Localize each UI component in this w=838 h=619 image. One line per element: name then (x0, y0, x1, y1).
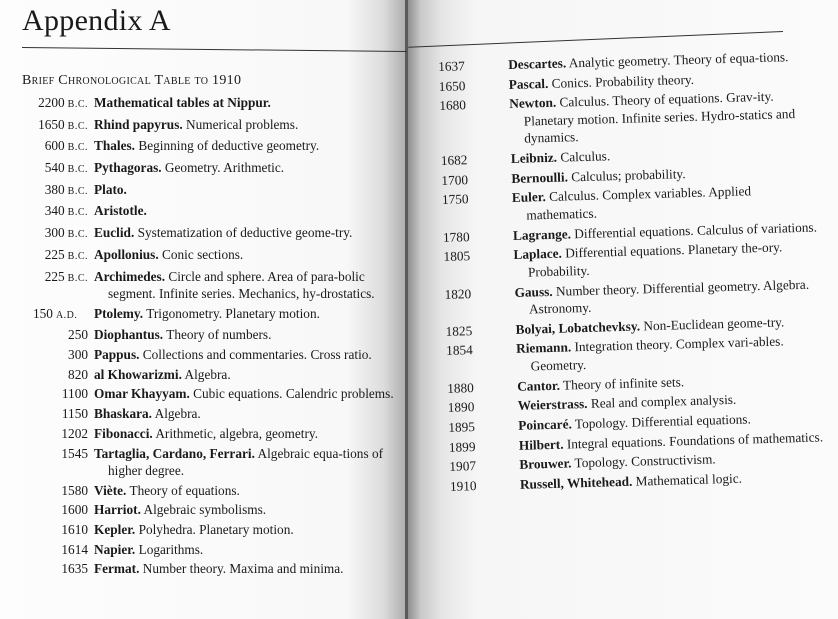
entry-date: 150 A.D. (33, 305, 78, 321)
entry-name: Hilbert. (518, 436, 564, 453)
entry-description (94, 246, 400, 264)
entry-description (94, 137, 400, 155)
list-item (0, 137, 400, 157)
entry-text: Topology. Constructivism. (571, 451, 716, 471)
entry-description (94, 560, 400, 578)
entry-date: 225 B.C. (44, 246, 88, 262)
entry-text: Geometry. Arithmetic. (161, 160, 285, 176)
entry-description (94, 501, 400, 519)
entry-era: B.C. (67, 164, 88, 176)
entry-date: 1820 (444, 285, 472, 302)
book-spine (405, 0, 408, 619)
entry-body (509, 87, 820, 148)
entry-name: Cantor. (516, 377, 561, 394)
entry-date: 1650 B.C. (38, 116, 88, 132)
entry-date: 1899 (448, 438, 476, 455)
entry-date: 1895 (448, 419, 476, 435)
entry-description (94, 385, 400, 403)
entry-text: Real and complex analysis. (587, 392, 737, 412)
list-item (0, 326, 400, 344)
entry-era: B.C. (67, 99, 88, 110)
entry-name: Thales. (94, 138, 136, 154)
entry-description (516, 332, 827, 376)
entry-text: Collections and commentaries. Cross ratio. (139, 347, 372, 363)
chronology-list-left (0, 94, 400, 580)
entry-name: Russell, Whitehead. (519, 473, 633, 492)
entry-body (512, 181, 823, 225)
list-item (0, 445, 400, 480)
entry-body (91, 202, 400, 222)
entry-description (512, 181, 823, 225)
entry-text: Theory of infinite sets. (559, 373, 685, 393)
entry-name: Diophantus. (94, 327, 164, 343)
entry-text: Differential equations. Calculus of variations. (570, 219, 818, 241)
list-item (0, 94, 400, 114)
entry-body (91, 346, 400, 364)
entry-name: Napier. (94, 541, 136, 557)
entry-name: Kepler. (94, 522, 136, 538)
entry-text: Numerical problems. (182, 116, 299, 132)
entry-name: Bernoulli. (511, 169, 569, 186)
list-item (0, 366, 400, 384)
list-item (0, 501, 400, 519)
list-item (0, 521, 400, 539)
entry-date: 1637 (438, 58, 466, 74)
entry-date: 380 B.C. (44, 181, 88, 197)
entry-date: 820 (68, 366, 88, 382)
entry-date: 1854 (445, 342, 473, 359)
entry-body (91, 541, 400, 559)
entry-text: Calculus. Complex variables. Applied mathematics. (526, 183, 752, 223)
entry-text: Analytic geometry. Theory of equa-tions. (565, 49, 789, 71)
entry-date: 1635 (61, 561, 88, 577)
entry-date: 1825 (445, 322, 473, 339)
entry-era: B.C. (67, 229, 88, 241)
entry-name: Descartes. (508, 55, 567, 73)
entry-text: Cubic equations. Calendric problems. (189, 386, 394, 402)
entry-name: Newton. (509, 95, 557, 112)
entry-name: Pappus. (94, 347, 140, 363)
entry-name: Laplace. (513, 245, 563, 263)
entry-description (94, 181, 400, 199)
entry-text: Theory of numbers. (163, 327, 272, 343)
entry-description (94, 445, 400, 480)
entry-name: Pascal. (508, 75, 549, 92)
entry-body (91, 268, 400, 303)
entry-body (91, 385, 400, 403)
entry-name: Gauss. (514, 283, 553, 300)
entry-era: B.C. (67, 272, 88, 284)
entry-description (509, 87, 820, 148)
entry-description (94, 94, 400, 112)
list-item (0, 268, 400, 303)
entry-date: 1700 (441, 171, 469, 188)
entry-name: Aristotle. (94, 203, 147, 219)
entry-name: Riemann. (515, 339, 572, 357)
entry-text: Systematization of deductive geome-try. (134, 225, 353, 241)
entry-text: Beginning of deductive geometry. (135, 138, 320, 154)
list-item (0, 482, 400, 500)
entry-name: Euclid. (94, 225, 135, 241)
entry-era: B.C. (67, 120, 88, 132)
entry-text: Algebra. (181, 366, 231, 382)
list-item (0, 425, 400, 443)
entry-date: 340 B.C. (44, 203, 88, 219)
entry-date: 1600 (61, 502, 88, 518)
entry-body (91, 405, 400, 423)
entry-date: 1610 (61, 522, 88, 538)
entry-text: Conics. Probability theory. (548, 71, 695, 91)
entry-era: B.C. (67, 142, 88, 154)
entry-date: 300 B.C. (44, 225, 88, 241)
entry-body (513, 238, 824, 282)
list-item (0, 116, 400, 136)
entry-description (514, 275, 825, 319)
list-item (0, 159, 400, 179)
entry-description (94, 202, 400, 220)
entry-body (91, 181, 400, 201)
entry-text: Polyhedra. Planetary motion. (135, 522, 294, 538)
list-item (0, 541, 400, 559)
entry-name: Apollonius. (94, 246, 159, 262)
entry-text: Calculus; probability. (567, 165, 686, 185)
entry-date: 1682 (440, 152, 468, 169)
entry-date: 1100 (61, 386, 88, 402)
list-item (0, 305, 400, 325)
entry-text: Circle and sphere. Area of para-bolic segment. Infinite series. Mechanics, hy-drostatics. (108, 268, 375, 301)
entry-date: 1580 (61, 482, 88, 498)
entry-body (91, 116, 400, 136)
entry-name: Harriot. (94, 502, 141, 518)
entry-body (91, 366, 400, 384)
entry-era: B.C. (67, 207, 88, 219)
entry-body (91, 425, 400, 443)
entry-description (94, 366, 400, 384)
entry-text: Logarithms. (135, 541, 204, 557)
list-item (0, 405, 400, 423)
entry-date: 2200 B.C. (38, 95, 88, 110)
entry-body (91, 137, 400, 157)
entry-date: 1614 (61, 541, 88, 557)
entry-body (91, 159, 400, 179)
entry-name: Tartaglia, Cardano, Ferrari. (94, 445, 255, 461)
entry-text: Calculus. (556, 148, 611, 165)
entry-text: Conic sections. (158, 246, 244, 262)
entry-body (91, 445, 400, 480)
entry-date: 1805 (443, 248, 471, 265)
entry-date: 1650 (438, 77, 466, 94)
entry-description (94, 482, 400, 500)
list-item (439, 87, 820, 150)
entry-date: 1780 (442, 228, 470, 245)
entry-date: 1150 (61, 406, 88, 422)
entry-body (91, 560, 400, 578)
entry-description (94, 521, 400, 539)
entry-body (516, 332, 827, 376)
entry-date: 1680 (439, 97, 467, 114)
entry-name: Weierstrass. (517, 396, 588, 414)
entry-body (514, 275, 825, 319)
entry-text: Theory of equations. (126, 482, 240, 498)
list-item (0, 181, 400, 201)
table-subtitle: Brief Chronological Table to 1910 (22, 73, 242, 88)
entry-text: Number theory. Differential geometry. Algebra. Astronomy. (528, 276, 810, 317)
list-item (0, 224, 400, 244)
entry-description (94, 268, 400, 303)
entry-body (91, 501, 400, 519)
entry-name: Leibniz. (510, 149, 558, 167)
entry-name: Lagrange. (512, 225, 572, 243)
entry-text: Integration theory. Complex vari-ables. Geometry. (530, 333, 784, 374)
entry-body (91, 246, 400, 266)
entry-text: Trigonometry. Planetary motion. (143, 305, 320, 321)
entry-body (91, 482, 400, 500)
list-item (0, 385, 400, 403)
entry-date: 1545 (61, 445, 88, 461)
entry-name: Pythagoras. (94, 160, 162, 176)
entry-name: Archimedes. (94, 268, 166, 284)
entry-description (94, 425, 400, 443)
chronology-list-right (438, 47, 830, 497)
entry-name: Fermat. (94, 561, 140, 577)
entry-text: Arithmetic, algebra, geometry. (152, 425, 319, 441)
entry-name: Rhind papyrus. (94, 116, 183, 132)
entry-name: Euler. (511, 189, 547, 206)
entry-name: Plato. (94, 181, 127, 197)
entry-text: Mathematical logic. (632, 470, 743, 489)
page-title: Appendix A (22, 4, 171, 37)
entry-description (513, 238, 824, 282)
entry-date: 1890 (447, 399, 475, 416)
entry-text: Number theory. Maxima and minima. (139, 561, 344, 577)
entry-body (91, 94, 400, 114)
entry-description (94, 159, 400, 177)
list-item (0, 246, 400, 266)
entry-name: Brouwer. (519, 455, 572, 473)
list-item (0, 346, 400, 364)
entry-text: Algebraic equa-tions of higher degree. (108, 445, 384, 478)
entry-era: B.C. (67, 185, 88, 197)
entry-description (94, 541, 400, 559)
entry-text: Integral equations. Foundations of mathematics. (563, 429, 824, 452)
entry-text: Differential equations. Planetary the-ory. Probability. (527, 239, 783, 280)
list-item (0, 202, 400, 222)
entry-description (94, 326, 400, 344)
entry-era: B.C. (67, 250, 88, 262)
entry-name: Mathematical tables at Nippur. (94, 95, 271, 110)
entry-text: Topology. Differential equations. (571, 411, 752, 432)
entry-body (91, 326, 400, 344)
entry-date: 1202 (61, 425, 88, 441)
entry-description (94, 116, 400, 134)
entry-name: al Khowarizmi. (94, 366, 182, 382)
entry-text: Calculus. Theory of equations. Grav-ity. Planetary motion. Infinite series. Hydro-statics and dynamics. (523, 89, 796, 146)
entry-date: 250 (68, 327, 88, 343)
entry-body (91, 521, 400, 539)
entry-name: Bolyai, Lobatchevksy. (515, 318, 641, 337)
entry-date: 1907 (449, 458, 477, 475)
entry-name: Ptolemy. (94, 305, 144, 321)
entry-date: 1910 (449, 478, 477, 494)
entry-date: 600 B.C. (44, 138, 88, 154)
entry-description (94, 346, 400, 364)
entry-body (91, 305, 400, 325)
entry-date: 225 B.C. (44, 268, 88, 284)
entry-name: Viète. (94, 482, 127, 498)
entry-date: 540 B.C. (44, 160, 88, 176)
entry-date: 300 (68, 347, 88, 363)
entry-text: Non-Euclidean geome-try. (639, 314, 785, 334)
entry-name: Bhaskara. (94, 406, 153, 422)
entry-text: Algebraic symbolisms. (140, 502, 267, 518)
entry-era: A.D. (55, 309, 78, 321)
entry-name: Fibonacci. (94, 425, 153, 441)
entry-description (94, 405, 400, 423)
entry-name: Poincaré. (518, 416, 573, 433)
entry-description (94, 224, 400, 242)
entry-text: Algebra. (152, 406, 201, 422)
entry-description (94, 305, 400, 323)
entry-date: 1880 (447, 379, 475, 396)
list-item (0, 560, 400, 578)
entry-date: 1750 (441, 191, 469, 208)
entry-name: Omar Khayyam. (94, 386, 190, 402)
entry-body (91, 224, 400, 244)
